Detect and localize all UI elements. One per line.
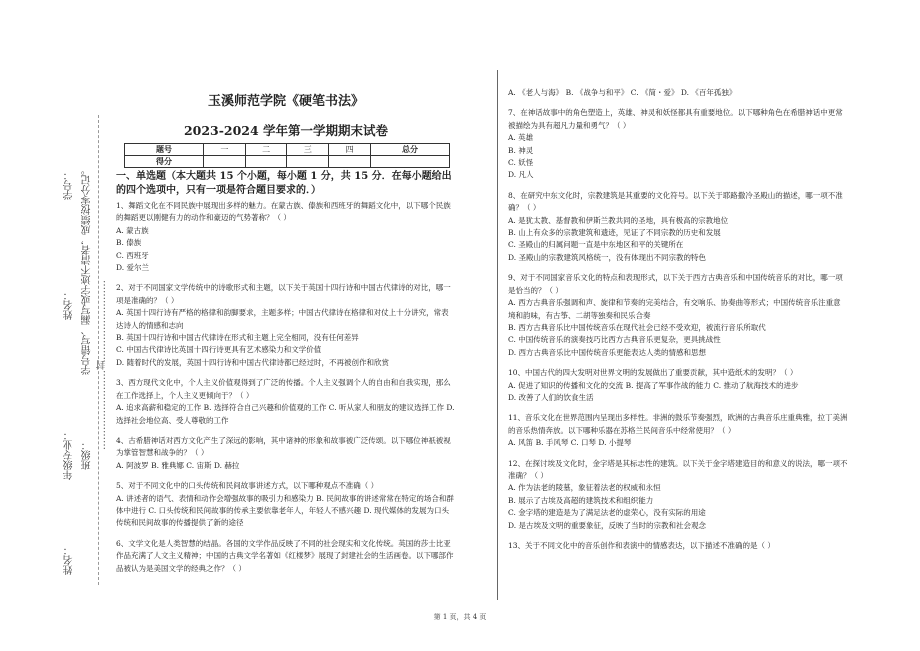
- section-heading: 一、单选题（本大题共 15 个小题，每小题 1 分，共 15 分．在每小题给出的四个选项中，只有一项是符合题目要求的．）: [116, 171, 452, 196]
- question-option: A. 风笛 B. 手风琴 C. 口琴 D. 小提琴: [508, 438, 632, 448]
- binding-instruction: 学号错写、漏写或字迹不清者，成绩按零分记。: [82, 165, 93, 375]
- score-header-cell: 二: [245, 144, 287, 156]
- question-stem: A. 《老人与海》 B. 《战争与和平》 C. 《简・爱》 D. 《百年孤独》: [508, 88, 737, 97]
- question-option: A. 讲述者的语气、表情和动作会增强故事的吸引力和感染力 B. 民间故事的讲述常常在特定的场合和群体中进行 C. 口头传统和民间故事的传承主要依靠老年人，年轻人不感兴趣 D. 现代媒体的发展为口头传统和民间故事的传播提供了新的途径: [116, 493, 454, 528]
- question-option: C. 金字塔的建造是为了满足法老的虚荣心，没有实际的用途: [508, 508, 706, 518]
- question-option: D. 圣殿山的宗教建筑风格统一，没有体现出不同宗教的特色: [508, 252, 707, 262]
- question-option: B. 英国十四行诗和中国古代律诗在形式和主题上完全相同，没有任何差异: [116, 333, 359, 343]
- question-gap: [508, 450, 848, 458]
- question-block: [508, 272, 848, 359]
- left-column: [116, 90, 456, 583]
- question-gap: [116, 369, 456, 377]
- question-block: [508, 412, 848, 449]
- score-header-cell: 总分: [371, 144, 450, 156]
- binding-major: 年级专业：: [64, 430, 75, 480]
- question-block: [508, 458, 848, 532]
- question-stem: 2、对于不同国家文学传统中的诗歌形式和主题，以下关于英国十四行诗和中国古代律诗的对比，哪一项是准确的？（ ）: [116, 283, 451, 305]
- binding-seal: ……………………封……………………: [97, 280, 108, 450]
- question-option: A. 是犹太教、基督教和伊斯兰教共同的圣地，具有极高的宗教地位: [508, 215, 729, 225]
- question-gap: [508, 359, 848, 367]
- left-question-list: [116, 200, 456, 583]
- question-option: A. 英国十四行诗有严格的格律和韵脚要求，主题多样；中国古代律诗在格律和对仗上十分讲究，常表达诗人的情感和志向: [116, 308, 449, 330]
- question-stem: 9、对于不同国家音乐文化的特点和表现形式，以下关于西方古典音乐和中国传统音乐的对比，哪一项是恰当的？（ ）: [508, 273, 843, 295]
- binding-student-id: 学号：: [64, 170, 75, 200]
- column-divider: [497, 70, 498, 600]
- right-column: [508, 87, 848, 560]
- binding-surname: 姓名：: [64, 545, 75, 575]
- question-gap: [508, 99, 848, 107]
- question-option: B. 神灵: [508, 145, 534, 155]
- question-option: B. 山上有众多的宗教建筑和遗迹，见证了不同宗教的历史和发展: [508, 228, 721, 238]
- question-stem: 4、古希腊神话对西方文化产生了深远的影响，其中诸神的形象和故事被广泛传颂。以下哪位神祇被视为掌管智慧和战争的？（ ）: [116, 435, 451, 458]
- question-stem: 3、西方现代文化中，个人主义价值观得到了广泛的传播。个人主义强调个人的自由和自我实现，那么在工作选择上，个人主义更倾向于？（ ）: [116, 378, 451, 400]
- question-block: [116, 200, 456, 274]
- question-option: C. 圣殿山的归属问题一直是中东地区和平的关键所在: [508, 240, 684, 250]
- question-option: D. 改善了人们的饮食生活: [508, 392, 594, 402]
- score-table: [124, 143, 450, 168]
- question-option: B. 傣族: [116, 238, 142, 248]
- question-gap: [508, 552, 848, 560]
- score-header-cell: 题号: [125, 144, 204, 156]
- score-cell[interactable]: [329, 156, 371, 168]
- question-option: A. 西方古典音乐强调和声、旋律和节奏的完美结合，有交响乐、协奏曲等形式；中国传统音乐注重意境和韵味，有古筝、二胡等独奏和民乐合奏: [508, 298, 841, 320]
- question-option: B. 西方古典音乐比中国传统音乐在现代社会已经不受欢迎，被流行音乐所取代: [508, 322, 766, 332]
- question-option: B. 展示了古埃及高超的建筑技术和组织能力: [508, 495, 654, 505]
- school-title: 玉溪师范学院《硬笔书法》: [207, 94, 364, 109]
- question-gap: [116, 472, 456, 480]
- question-gap: [508, 264, 848, 272]
- score-cell[interactable]: [245, 156, 287, 168]
- question-block: [508, 87, 848, 99]
- page-footer: 第 1 页，共 4 页: [433, 613, 487, 621]
- question-option: A. 蒙古族: [116, 225, 149, 235]
- question-block: [508, 190, 848, 264]
- question-stem: 5、对于不同文化中的口头传统和民间故事讲述方式，以下哪种观点不准确（ ）: [116, 481, 379, 491]
- question-stem: 7、在神话故事中的角色塑造上，英雄、神灵和妖怪都具有重要地位。以下哪种角色在希腊神话中更常被描绘为具有超凡力量和勇气？（ ）: [508, 108, 843, 130]
- question-option: C. 中国古代律诗比英国十四行诗更具有艺术感染力和文学价值: [116, 345, 322, 355]
- question-option: D. 凡人: [508, 170, 534, 180]
- score-cell[interactable]: [287, 156, 329, 168]
- question-option: C. 西班牙: [116, 250, 149, 260]
- question-option: A. 促进了知识的传播和文化的交流 B. 提高了军事作战的能力 C. 推动了航海技术的进步: [508, 380, 799, 390]
- binding-name: 姓名：: [64, 290, 75, 320]
- question-block: [116, 377, 456, 427]
- score-cell[interactable]: [203, 156, 245, 168]
- right-question-list: [508, 87, 848, 560]
- score-header-cell: 三: [287, 144, 329, 156]
- question-gap: [508, 404, 848, 412]
- question-block: [508, 107, 848, 181]
- binding-class: 班级：: [82, 440, 93, 470]
- question-gap: [508, 182, 848, 190]
- score-table-header: [125, 144, 450, 156]
- question-block: [116, 282, 456, 369]
- question-option: A. 阿波罗 B. 雅典娜 C. 宙斯 D. 赫拉: [116, 460, 240, 470]
- score-row-label: 得分: [125, 156, 204, 168]
- question-option: D. 爱尔兰: [116, 263, 150, 273]
- question-stem: 11、音乐文化在世界范围内呈现出多样性。非洲的鼓乐节奏强烈，欧洲的古典音乐庄重典雅，拉丁美洲的音乐热情奔放。以下哪种乐器在苏格兰民间音乐中经常使用？（ ）: [508, 413, 848, 435]
- question-option: C. 妖怪: [508, 158, 534, 168]
- question-gap: [116, 575, 456, 583]
- question-option: D. 随着时代的发展，英国十四行诗和中国古代律诗都已经过时，不再被创作和欣赏: [116, 357, 390, 367]
- question-stem: 6、文学文化是人类智慧的结晶。各国的文学作品反映了不同的社会现实和文化传统。英国的莎士比亚作品充满了人文主义精神；中国的古典文学名著如《红楼梦》展现了封建社会的生活画卷。以下哪部作品被认为是美国文学的经典之作？（ ）: [116, 538, 454, 573]
- question-gap: [116, 427, 456, 435]
- score-header-cell: 一: [203, 144, 245, 156]
- score-table-row: [125, 156, 450, 168]
- question-stem: 8、在研究中东文化时，宗教建筑是其重要的文化符号。以下关于耶路撒冷圣殿山的描述，哪一项不准确？（ ）: [508, 190, 843, 213]
- question-option: D. 是古埃及文明的重要象征，反映了当时的宗教和社会观念: [508, 520, 707, 530]
- question-block: [116, 538, 456, 575]
- question-gap: [508, 532, 848, 540]
- question-gap: [116, 274, 456, 282]
- question-option: A. 作为法老的陵墓，象征着法老的权威和永恒: [508, 483, 661, 493]
- question-stem: 10、中国古代的四大发明对世界文明的发展做出了重要贡献，其中造纸术的发明？（ ）: [508, 368, 798, 378]
- exam-title: 2023-2024 学年第一学期期末试卷: [183, 123, 389, 138]
- question-stem: 13、关于不同文化中的音乐创作和表演中的情感表达，以下描述不准确的是（ ）: [508, 541, 775, 550]
- question-block: [116, 435, 456, 472]
- question-stem: 1、舞蹈文化在不同民族中展现出多样的魅力。在蒙古族、傣族和西班牙的舞蹈文化中，以下哪个民族的舞蹈更以刚健有力的动作和豪迈的气势著称？（ ）: [116, 201, 451, 223]
- question-option: D. 西方古典音乐比中国传统音乐更能表达人类的情感和思想: [508, 347, 707, 357]
- question-option: A. 英雄: [508, 133, 534, 143]
- question-option: A. 追求高薪和稳定的工作 B. 选择符合自己兴趣和价值观的工作 C. 听从家人和朋友的建议选择工作 D. 选择社会地位高、受人尊敬的工作: [116, 403, 455, 425]
- question-stem: 12、在探讨埃及文化时，金字塔是其标志性的建筑。以下关于金字塔建造目的和意义的说法，哪一项不准确？（ ）: [508, 458, 848, 480]
- score-header-cell: 四: [329, 144, 371, 156]
- question-block: [116, 480, 456, 530]
- question-option: C. 中国传统音乐的演奏技巧比西方古典音乐更复杂，更具挑战性: [508, 335, 721, 345]
- binding-line: [98, 115, 99, 585]
- question-gap: [116, 530, 456, 538]
- score-cell[interactable]: [371, 156, 450, 168]
- question-block: [508, 540, 848, 552]
- question-block: [508, 367, 848, 404]
